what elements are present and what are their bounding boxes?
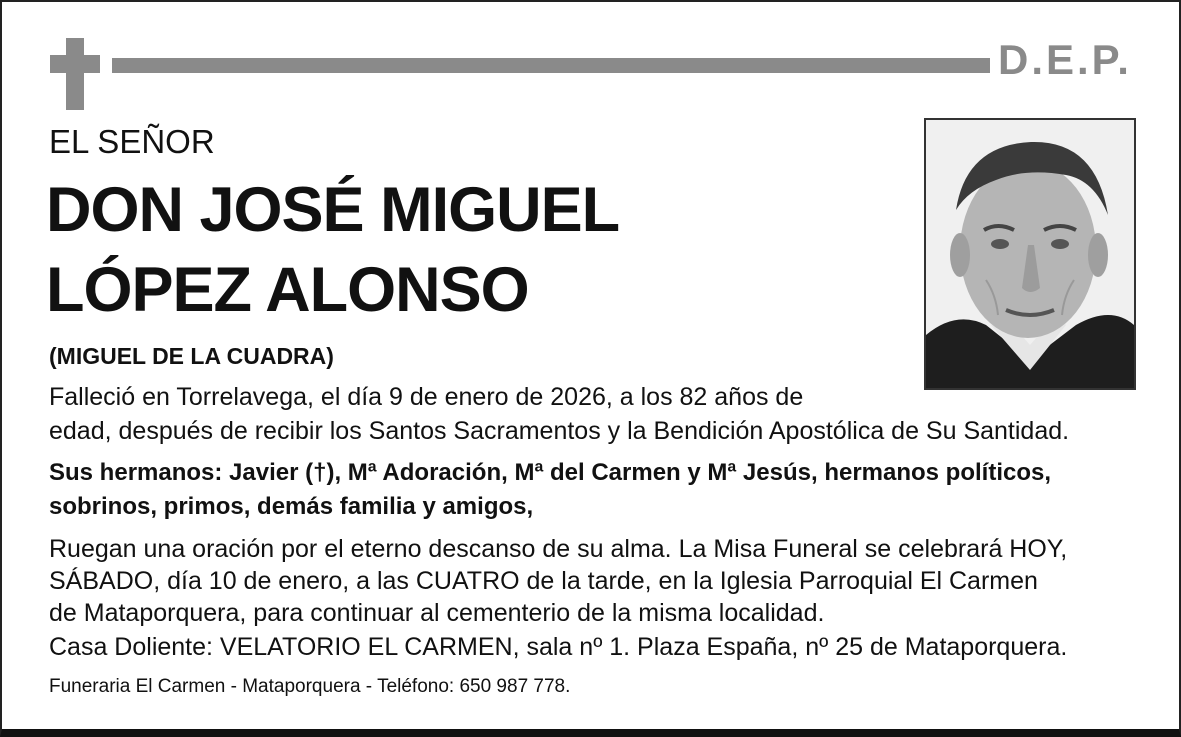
name-line-1: DON JOSÉ MIGUEL xyxy=(46,175,620,245)
deceased-title: EL SEÑOR xyxy=(49,123,215,160)
family-line-1: Sus hermanos: Javier (†), Mª Adoración, Mª del Carmen y Mª Jesús, hermanos políticos, xyxy=(49,459,1052,486)
name-line-2: LÓPEZ ALONSO xyxy=(46,255,529,325)
dep-label: D.E.P. xyxy=(998,36,1132,83)
deceased-name xyxy=(46,170,619,330)
cross-icon-bar xyxy=(50,55,100,73)
funeral-line-2: SÁBADO, día 10 de enero, a las CUATRO de la tarde, en la Iglesia Parroquial El Carmen xyxy=(49,567,1038,595)
cross-icon xyxy=(66,38,84,110)
portrait-photo xyxy=(924,118,1136,390)
funeral-line-1: Ruegan una oración por el eterno descanso de su alma. La Misa Funeral se celebrará HOY, xyxy=(49,535,1068,563)
casa-doliente: Casa Doliente: VELATORIO EL CARMEN, sala nº 1. Plaza España, nº 25 de Mataporquera. xyxy=(49,633,1068,661)
deceased-alias: (MIGUEL DE LA CUADRA) xyxy=(49,343,334,369)
death-notice-line-2: edad, después de recibir los Santos Sacramentos y la Bendición Apostólica de Su Santidad. xyxy=(49,417,1070,445)
family-line-2: sobrinos, primos, demás familia y amigos, xyxy=(49,493,534,520)
death-notice-line-1: Falleció en Torrelavega, el día 9 de enero de 2026, a los 82 años de xyxy=(49,383,804,411)
portrait-image xyxy=(926,120,1134,388)
header-rule xyxy=(112,58,990,73)
funeral-line-3: de Mataporquera, para continuar al cementerio de la misma localidad. xyxy=(49,599,825,627)
funeraria-contact: Funeraria El Carmen - Mataporquera - Teléfono: 650 987 778. xyxy=(49,676,571,697)
